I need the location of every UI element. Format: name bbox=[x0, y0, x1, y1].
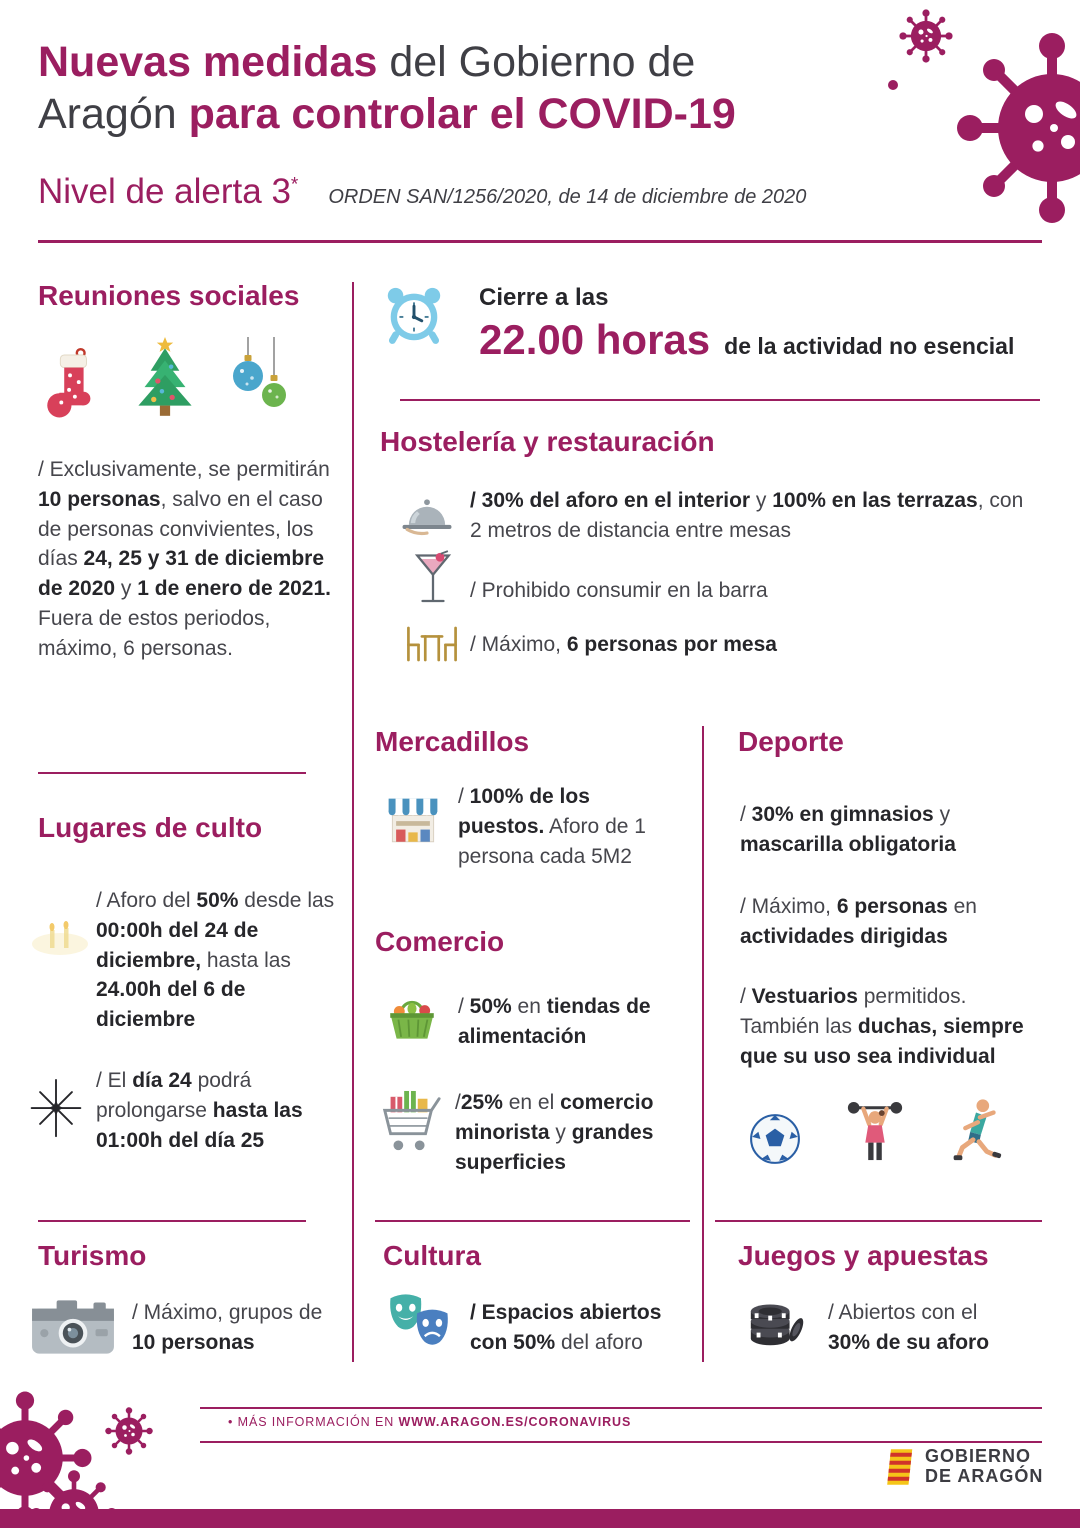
hosteleria-item: / 30% del aforo en el interior y 100% en las terrazas, con 2 metros de distancia entre mesas bbox=[470, 489, 1024, 542]
section-heading-turismo: Turismo bbox=[38, 1240, 147, 1271]
shopping-cart-icon bbox=[377, 1086, 443, 1160]
section-heading-reuniones: Reuniones sociales bbox=[38, 280, 300, 311]
divider bbox=[715, 1220, 1042, 1222]
comercio-item: /25% en el comercio minorista y grandes superficies bbox=[455, 1091, 654, 1174]
deporte-item: / Máximo, 6 personas en actividades dirigidas bbox=[740, 895, 977, 948]
deporte-item: / 30% en gimnasios y mascarilla obligatoria bbox=[740, 803, 956, 856]
logo-line2: DE ARAGÓN bbox=[925, 1466, 1044, 1486]
ornaments-icon bbox=[228, 336, 292, 424]
stocking-icon bbox=[40, 346, 102, 424]
section-heading-mercadillos: Mercadillos bbox=[375, 726, 530, 757]
closing-time-value: 22.00 horas bbox=[479, 316, 711, 363]
deporte-item: / Vestuarios permitidos. También las duchas, siempre que su uso sea individual bbox=[740, 985, 1024, 1068]
sports-icons bbox=[748, 1096, 1004, 1166]
page-title-line2: Aragón para controlar el COVID-19 bbox=[38, 90, 736, 139]
sparkle-star-icon bbox=[26, 1078, 86, 1138]
section-heading-cultura: Cultura bbox=[383, 1240, 481, 1271]
virus-dot bbox=[888, 80, 898, 90]
virus-icon bbox=[104, 1406, 154, 1456]
cocktail-icon bbox=[412, 548, 454, 612]
virus-icon bbox=[898, 8, 954, 64]
footer-divider bbox=[200, 1441, 1042, 1443]
turismo-text: / Máximo, grupos de 10 personas bbox=[132, 1301, 323, 1354]
market-stall-icon bbox=[383, 792, 443, 854]
candle-icon bbox=[24, 918, 96, 962]
soccer-ball-icon bbox=[748, 1112, 802, 1166]
cultura-text: / Espacios abiertos con 50% del aforo bbox=[470, 1301, 662, 1354]
page-title-line1: Nuevas medidas del Gobierno de bbox=[38, 38, 696, 86]
divider-vertical-left bbox=[352, 282, 354, 1362]
divider bbox=[38, 1220, 306, 1222]
closing-time-label: Cierre a las bbox=[479, 284, 609, 311]
poker-chips-icon bbox=[745, 1292, 807, 1350]
reuniones-text: / Exclusivamente, se permitirán 10 personas, salvo en el caso de personas convivientes, los días 24, 25 y 31 de diciembre de 2020 y 1 de enero de 2021. Fuera de estos periodos, máximo, 6 personas. bbox=[38, 458, 332, 660]
alert-row bbox=[38, 172, 806, 212]
virus-icon bbox=[952, 28, 1080, 228]
section-heading-deporte: Deporte bbox=[738, 726, 844, 757]
footer-divider bbox=[200, 1407, 1042, 1409]
footer-info: • MÁS INFORMACIÓN EN WWW.ARAGON.ES/CORONAVIRUS bbox=[228, 1415, 632, 1429]
aragon-flag-icon bbox=[884, 1446, 916, 1488]
weightlifter-icon bbox=[844, 1096, 906, 1166]
alert-level: Nivel de alerta 3* bbox=[38, 172, 299, 211]
alert-asterisk: * bbox=[290, 174, 299, 196]
closing-time-rest: de la actividad no esencial bbox=[724, 333, 1015, 359]
order-reference: ORDEN SAN/1256/2020, de 14 de diciembre de 2020 bbox=[328, 186, 807, 208]
food-basket-icon bbox=[383, 988, 441, 1044]
runner-icon bbox=[948, 1096, 1004, 1166]
divider bbox=[400, 399, 1040, 401]
logo-line1: GOBIERNO bbox=[925, 1446, 1032, 1467]
juegos-text: / Abiertos con el 30% de su aforo bbox=[828, 1301, 990, 1354]
divider bbox=[38, 772, 306, 774]
divider bbox=[375, 1220, 690, 1222]
bottom-bar bbox=[0, 1509, 1080, 1528]
lugares-culto-item: / El día 24 podrá prolongarse hasta las 01:00h del día 25 bbox=[96, 1069, 303, 1152]
hosteleria-item: / Prohibido consumir en la barra bbox=[470, 579, 768, 602]
theater-masks-icon bbox=[381, 1292, 457, 1350]
section-heading-hosteleria: Hostelería y restauración bbox=[380, 426, 715, 457]
section-heading-comercio: Comercio bbox=[375, 926, 505, 957]
section-heading-lugares-culto: Lugares de culto bbox=[38, 812, 263, 843]
closing-time-banner bbox=[479, 284, 1014, 364]
camera-icon bbox=[30, 1294, 116, 1358]
lugares-culto-item: / Aforo del 50% desde las 00:00h del 24 de diciembre, hasta las 24.00h del 6 de diciembre bbox=[96, 889, 335, 1032]
page-title bbox=[38, 36, 736, 141]
comercio-item: / 50% en tiendas de alimentación bbox=[458, 995, 651, 1048]
table-icon bbox=[400, 622, 464, 666]
alarm-clock-icon bbox=[381, 281, 447, 349]
christmas-icons bbox=[40, 336, 292, 424]
logo-text bbox=[925, 1447, 1043, 1487]
section-heading-juegos: Juegos y apuestas bbox=[738, 1240, 989, 1271]
christmas-tree-icon bbox=[128, 336, 202, 424]
gobierno-aragon-logo bbox=[884, 1446, 1043, 1488]
mercadillos-text: / 100% de los puestos. Aforo de 1 persona cada 5M2 bbox=[458, 785, 646, 868]
hosteleria-item: / Máximo, 6 personas por mesa bbox=[470, 633, 777, 656]
header-divider bbox=[38, 240, 1042, 243]
cloche-icon bbox=[398, 492, 456, 536]
divider-vertical-mid bbox=[702, 726, 704, 1362]
